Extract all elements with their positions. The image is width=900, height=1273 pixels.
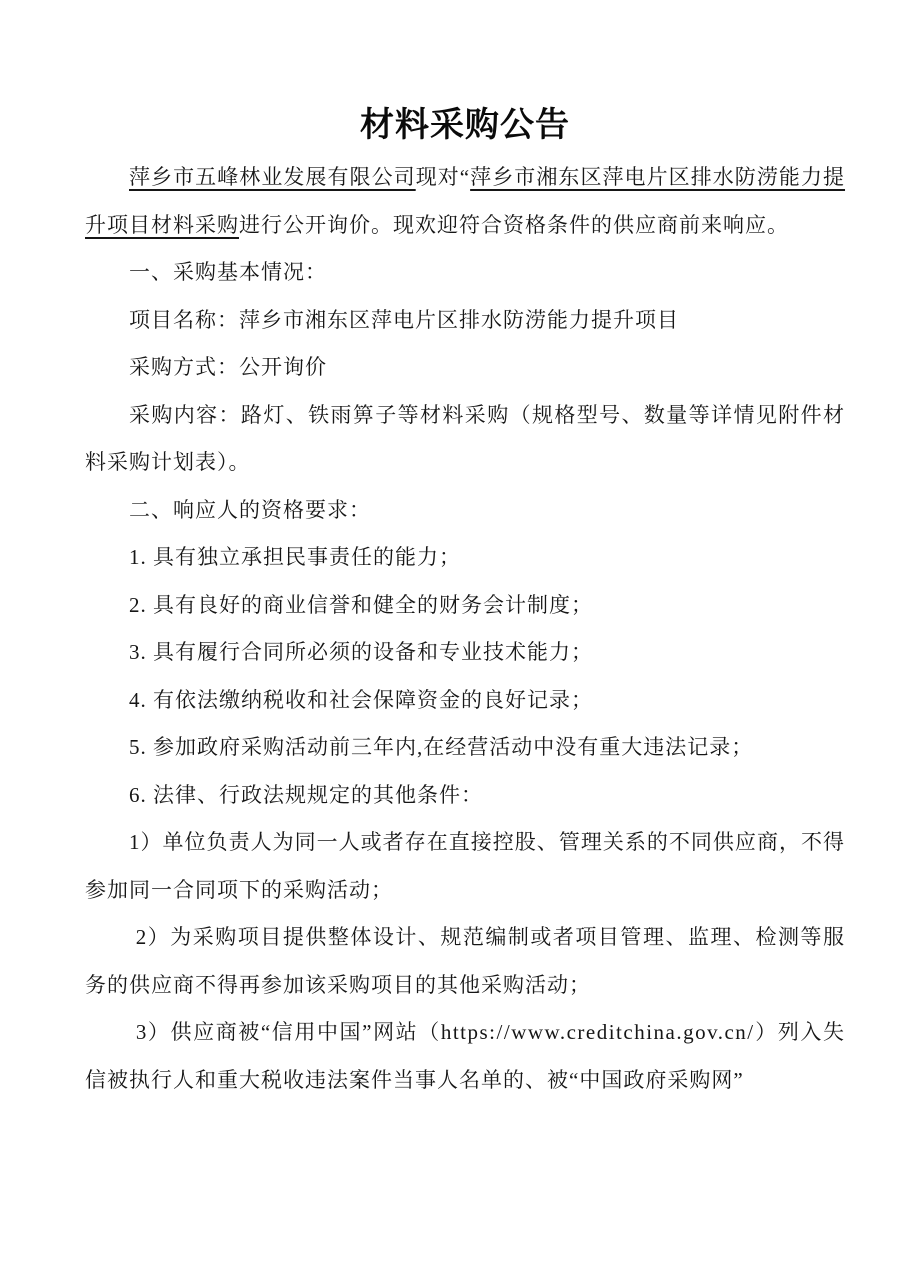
project-name-line: 项目名称：萍乡市湘东区萍电片区排水防涝能力提升项目	[129, 307, 679, 332]
intro-paragraph	[85, 154, 845, 249]
credit-china-url-text: https://www.creditchina.gov.cn/	[440, 1020, 755, 1044]
sub-requirement-3-prefix: 3）供应商被“信用中国”网站（	[129, 1020, 441, 1044]
purchase-content-line: 采购内容：路灯、铁雨箅子等材料采购（规格型号、数量等详情见附件材料采购计划表）。	[85, 402, 845, 474]
page-title: 材料采购公告	[360, 107, 570, 144]
intro-closing: 进行公开询价。现欢迎符合资格条件的供应商前来响应。	[239, 212, 789, 237]
sub-requirement-2: 2）为采购项目提供整体设计、规范编制或者项目管理、监理、检测等服务的供应商不得再参加该采购项目的其他采购活动；	[85, 925, 846, 997]
document-body	[85, 154, 845, 1104]
sub-requirement-3-suffix: ）列入失信被执行人和重大税收违法案件当事人名单的、被“中国政府采购网”	[85, 1020, 846, 1092]
requirement-6: 6. 法律、行政法规规定的其他条件：	[129, 782, 483, 807]
intro-connector: 现对“	[415, 165, 471, 189]
requirement-5: 5. 参加政府采购活动前三年内,在经营活动中没有重大违法记录；	[129, 735, 754, 759]
section-1-heading: 一、采购基本情况：	[129, 260, 327, 284]
buyer-name-underlined: 萍乡市五峰林业发展有限公司	[129, 165, 416, 189]
requirement-4: 4. 有依法缴纳税收和社会保障资金的良好记录；	[129, 687, 593, 712]
requirement-1: 1. 具有独立承担民事责任的能力；	[129, 545, 461, 569]
section-2-heading: 二、响应人的资格要求：	[129, 497, 371, 522]
purchase-method-line: 采购方式：公开询价	[129, 355, 327, 379]
sub-requirement-3	[85, 1009, 845, 1104]
project-name-underlined: 萍乡市湘东区萍电片区排水防涝能力提升项目材料采购	[85, 165, 846, 237]
sub-requirement-1: 1）单位负责人为同一人或者存在直接控股、管理关系的不同供应商，不得参加同一合同项下的采购活动；	[85, 830, 845, 902]
requirement-3: 3. 具有履行合同所必须的设备和专业技术能力；	[129, 640, 593, 664]
requirement-2: 2. 具有良好的商业信誉和健全的财务会计制度；	[129, 592, 593, 617]
